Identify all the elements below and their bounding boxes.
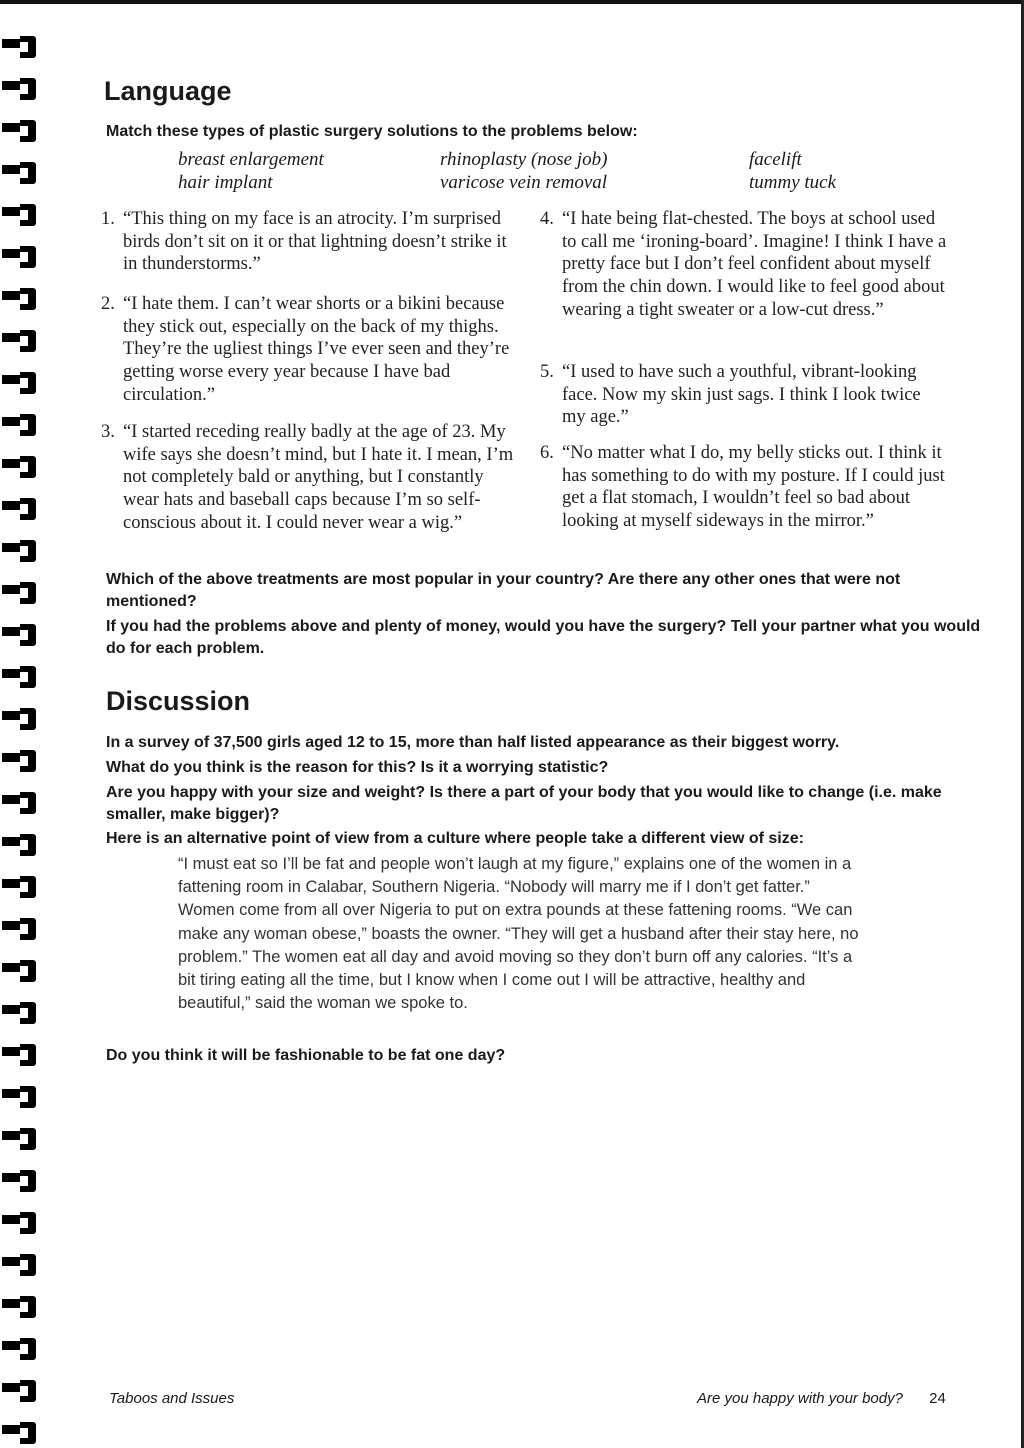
problem-text: “I hate being flat-chested. The boys at school used to call me ‘ironing-board’. Imagine! I think I have a pretty face but I don’t feel confident about myself from the chin down. I would like to feel good about wearing a tight sweater or a low-cut dress.” [562,209,947,320]
term: hair implant [178,172,273,193]
problem-number: 5. [540,362,554,382]
binding-ring [2,204,36,228]
binding-ring [2,834,36,858]
page-top-border [0,0,1024,4]
binding-ring [2,120,36,144]
term: varicose vein removal [440,172,608,193]
binding-ring [2,1044,36,1068]
problem-item [540,208,954,322]
footer-unit-title [697,1390,946,1407]
problem-item [540,442,958,533]
problem-text: “No matter what I do, my belly sticks out. I think it has something to do with my posture. If I could just get a flat stomach, I wouldn’t feel so bad about looking at myself sideways in the mirror.” [562,443,945,532]
binding-ring [2,456,36,480]
language-instruction: Match these types of plastic surgery solutions to the problems below: [106,123,638,140]
binding-ring [2,708,36,732]
problem-number: 1. [101,209,115,229]
binding-ring [2,1296,36,1320]
binding-ring [2,372,36,396]
binding-ring [2,288,36,312]
binding-ring [2,1170,36,1194]
binding-ring [2,876,36,900]
binding-ring [2,666,36,690]
problem-text: “I started receding really badly at the age of 23. My wife says she doesn’t mind, but I hate it. I mean, I’m not completely bald or anything, but I constantly wear hats and baseball caps because I’m so self-conscious about it. I could never wear a wig.” [123,422,514,533]
discussion-question-2: What do you think is the reason for this? Is it a worrying statistic? [106,759,609,776]
language-question-2: If you had the problems above and plenty of money, would you have the surgery? Tell your partner what you would do for each problem. [106,618,981,657]
binding-ring [2,1422,36,1446]
binding-ring [2,36,36,60]
binding-ring [2,582,36,606]
term: tummy tuck [749,172,837,193]
problem-number: 3. [101,422,115,442]
problem-number: 4. [540,209,554,229]
binding-ring [2,78,36,102]
discussion-question-3: Are you happy with your size and weight? Is there a part of your body that you would like to change (i.e. make smaller, make bigger)? [106,784,942,823]
binding-ring [2,1380,36,1404]
problem-item [101,293,515,407]
discussion-question-1: In a survey of 37,500 girls aged 12 to 15, more than half listed appearance as their biggest worry. [106,734,840,751]
problem-item [101,208,515,276]
binding-ring [2,162,36,186]
language-question-1: Which of the above treatments are most popular in your country? Are there any other ones that were not mentioned? [106,571,901,610]
terms-column-3 [749,148,836,194]
problem-text: “I hate them. I can’t wear shorts or a bikini because they stick out, especially on the back of my thighs. They’re the ugliest things I’ve ever seen and they’re getting worse every year because I have bad circulation.” [123,294,510,405]
term: rhinoplasty (nose job) [440,149,608,170]
footer-unit-title-text: Are you happy with your body? [697,1390,903,1407]
discussion-question-5: Do you think it will be fashionable to be fat one day? [106,1047,506,1064]
term: facelift [749,149,802,170]
term: breast enlargement [178,149,324,170]
binding-ring [2,330,36,354]
spiral-binding [0,0,40,1448]
binding-ring [2,792,36,816]
discussion-question-4: Here is an alternative point of view from a culture where people take a different view of size: [106,830,804,847]
discussion-heading: Discussion [106,686,251,716]
terms-column-1 [178,148,324,194]
problem-number: 6. [540,443,554,463]
problem-number: 2. [101,294,115,314]
binding-ring [2,1128,36,1152]
binding-ring [2,960,36,984]
language-heading: Language [104,76,232,106]
fattening-room-quote: “I must eat so I’ll be fat and people won’t laugh at my figure,” explains one of the women in a fattening room in Calabar, Southern Nigeria. “Nobody will marry me if I don’t get fatter.” Women come from all over Nigeria to put on extra pounds at these fattening rooms. “We can make any woman obese,” boasts the owner. “They will get a husband after their stay here, no problem.” The women eat all day and avoid moving so they don’t burn off any calories. “It’s a bit tiring eating all the time, but I know when I come out I will be attractive, healthy and beautiful,” said the woman we spoke to. [178,855,859,1013]
problem-text: “I used to have such a youthful, vibrant-looking face. Now my skin just sags. I think I look twice my age.” [562,362,921,428]
binding-ring [2,414,36,438]
binding-ring [2,1338,36,1362]
binding-ring [2,540,36,564]
page-number: 24 [929,1390,946,1407]
problem-item [101,421,523,535]
binding-ring [2,1002,36,1026]
problem-item [540,361,937,429]
binding-ring [2,246,36,270]
footer-book-title: Taboos and Issues [109,1390,235,1407]
binding-ring [2,1086,36,1110]
binding-ring [2,498,36,522]
binding-ring [2,918,36,942]
binding-ring [2,1212,36,1236]
terms-column-2 [440,148,607,194]
problem-text: “This thing on my face is an atrocity. I’m surprised birds don’t sit on it or that lightning doesn’t strike it in thunderstorms.” [123,209,507,275]
binding-ring [2,750,36,774]
binding-ring [2,624,36,648]
binding-ring [2,1254,36,1278]
